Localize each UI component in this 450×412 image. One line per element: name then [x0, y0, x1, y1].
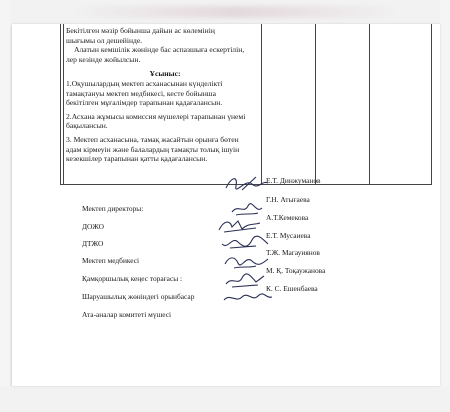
signatory-name: Е.Т. Динжуманов	[266, 176, 321, 185]
scan-left-margin	[0, 0, 10, 412]
table-column-divider	[315, 24, 316, 184]
scan-bottom-margin	[0, 386, 450, 412]
signatory-role: Шаруашылық жөніндегі орынбасар	[82, 292, 195, 301]
signatory-name: К. С. Ешенбаева	[266, 284, 318, 293]
text-line: Бекітілген мәзір бойынша дайын ас көлемінің	[66, 26, 215, 35]
signatory-name: А.Т.Кемекова	[266, 213, 309, 222]
scan-top-margin	[0, 0, 450, 26]
text-line: 3. Мектеп асханасына, тамақ жасайтын орынға бөтен	[66, 134, 239, 144]
table-column-divider	[63, 24, 64, 184]
signatory-role: Қамқоршылық кеңес торағасы :	[82, 274, 183, 283]
text-line: лер кезінде жойылсын.	[66, 54, 141, 64]
text-line: 2.Асхана жұмысы комиссия мүшелері тарапынан үнемі	[66, 111, 246, 121]
text-line: шығымы ол дешейінде.	[66, 35, 143, 45]
text-line: Алатын кемшілік жөнінде бас аспазшыға ескертілін,	[74, 45, 245, 55]
signatory-role: ДТЖО	[82, 239, 104, 248]
signatory-name: М. Қ. Тоқаужанова	[266, 266, 326, 275]
signatory-role: Ата-аналар комитеті мүшесі	[82, 310, 172, 319]
document-page	[12, 24, 440, 386]
text-line: 1.Оқушылардың мектеп асханасынан күнделікті	[66, 78, 223, 88]
text-line: кезекшілер тарапынан қатты қадағалансын.	[66, 154, 208, 164]
table-cell-content	[66, 26, 264, 164]
handwritten-signature	[222, 174, 282, 192]
table-column-divider	[369, 24, 370, 184]
text-line: тамақтануы мектеп медбикесі, кесте бойынша	[66, 88, 216, 98]
scan-smudge	[70, 6, 400, 18]
signatory-name: Т.Ж. Магауиянов	[266, 248, 320, 257]
text-line: бақылансын.	[66, 121, 108, 131]
recommendations-heading: Ұсыныс:	[149, 69, 181, 79]
signatory-role: Мектеп директоры:	[82, 204, 144, 213]
signatory-role: ДОЖО	[82, 222, 104, 231]
signatory-role: Мектеп медбикесі	[82, 256, 140, 265]
text-line: бекітілген мұғалімдер тарапынан қадағалансын.	[66, 98, 223, 108]
scan-right-margin	[440, 0, 450, 412]
text-line: адам кірмеуін және балалардың тамақты толық ішуін	[66, 144, 240, 154]
handwritten-signature	[220, 289, 280, 307]
signatory-name: Е.Т. Мусаиева	[266, 231, 311, 240]
signatory-name: Г.Н. Атығаева	[266, 195, 310, 204]
